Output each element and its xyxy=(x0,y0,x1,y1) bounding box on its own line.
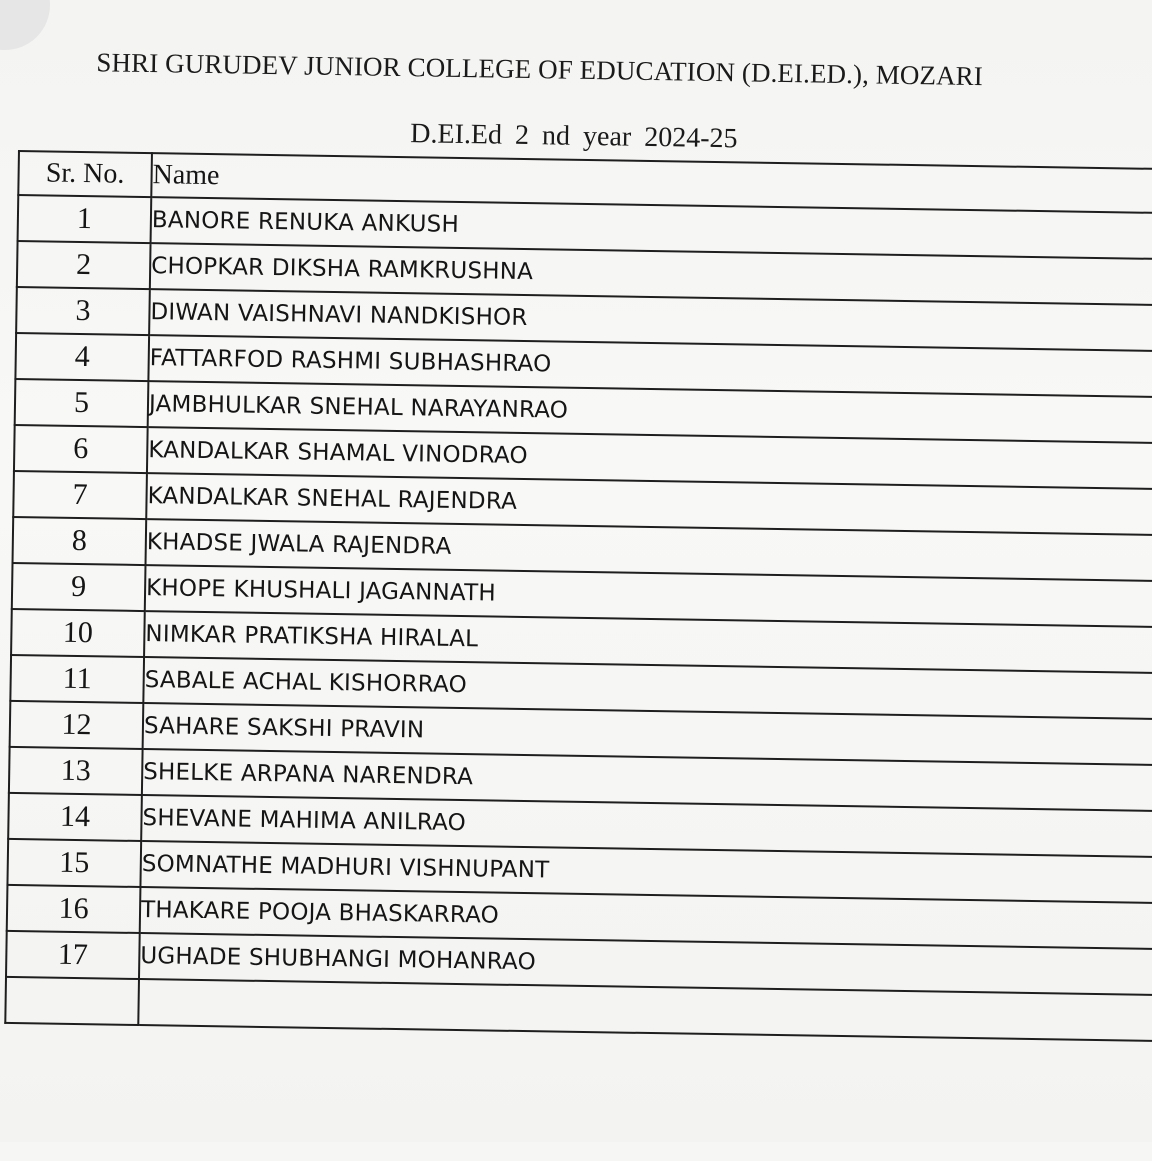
serial-number-cell: 4 xyxy=(15,333,149,381)
serial-number-cell: 3 xyxy=(16,287,150,335)
college-title: SHRI GURUDEV JUNIOR COLLEGE OF EDUCATION (D.EI.ED.), MOZARI xyxy=(96,47,984,92)
student-name-cell: UGHADE SHUBHANGI MOHANRAO xyxy=(139,933,1152,996)
student-name-cell: SABALE ACHAL KISHORRAO xyxy=(143,657,1152,720)
student-name-cell: JAMBHULKAR SNEHAL NARAYANRAO xyxy=(148,381,1152,444)
student-name-cell: BANORE RENUKA ANKUSH xyxy=(151,197,1152,260)
serial-number-cell: 7 xyxy=(13,471,147,519)
serial-number-cell: 15 xyxy=(7,839,141,887)
student-name-cell: SHEVANE MAHIMA ANILRAO xyxy=(141,795,1152,858)
student-name-cell: SHELKE ARPANA NARENDRA xyxy=(142,749,1152,812)
student-name-cell: SAHARE SAKSHI PRAVIN xyxy=(143,703,1152,766)
student-name-cell: DIWAN VAISHNAVI NANDKISHOR xyxy=(149,289,1152,352)
serial-number-cell: 2 xyxy=(17,241,151,289)
serial-number-cell: 11 xyxy=(10,655,144,703)
serial-number-cell: 10 xyxy=(11,609,145,657)
student-roster-table xyxy=(4,150,1152,1043)
serial-number-cell: 6 xyxy=(14,425,148,473)
serial-number-cell: 14 xyxy=(8,793,142,841)
roster-body xyxy=(5,195,1152,1042)
course-year-subtitle: D.EI.Ed 2 nd year 2024-25 xyxy=(410,118,738,155)
empty-serial-cell xyxy=(5,977,139,1025)
student-name-cell: KHOPE KHUSHALI JAGANNATH xyxy=(145,565,1152,628)
serial-number-cell: 9 xyxy=(12,563,146,611)
student-name-cell: CHOPKAR DIKSHA RAMKRUSHNA xyxy=(150,243,1152,306)
column-header-name: Name xyxy=(151,153,1152,214)
student-name-cell: KANDALKAR SHAMAL VINODRAO xyxy=(147,427,1152,490)
serial-number-cell: 12 xyxy=(10,701,144,749)
student-name-cell: FATTARFOD RASHMI SUBHASHRAO xyxy=(148,335,1152,398)
serial-number-cell: 13 xyxy=(9,747,143,795)
student-name-cell: KHADSE JWALA RAJENDRA xyxy=(145,519,1152,582)
student-name-cell: KANDALKAR SNEHAL RAJENDRA xyxy=(146,473,1152,536)
serial-number-cell: 5 xyxy=(15,379,149,427)
serial-number-cell: 8 xyxy=(13,517,147,565)
serial-number-cell: 17 xyxy=(6,931,140,979)
column-header-sr-no: Sr. No. xyxy=(18,151,152,197)
serial-number-cell: 16 xyxy=(7,885,141,933)
student-name-cell: NIMKAR PRATIKSHA HIRALAL xyxy=(144,611,1152,674)
student-name-cell: THAKARE POOJA BHASKARRAO xyxy=(140,887,1152,950)
student-name-cell: SOMNATHE MADHURI VISHNUPANT xyxy=(140,841,1152,904)
serial-number-cell: 1 xyxy=(18,195,152,243)
